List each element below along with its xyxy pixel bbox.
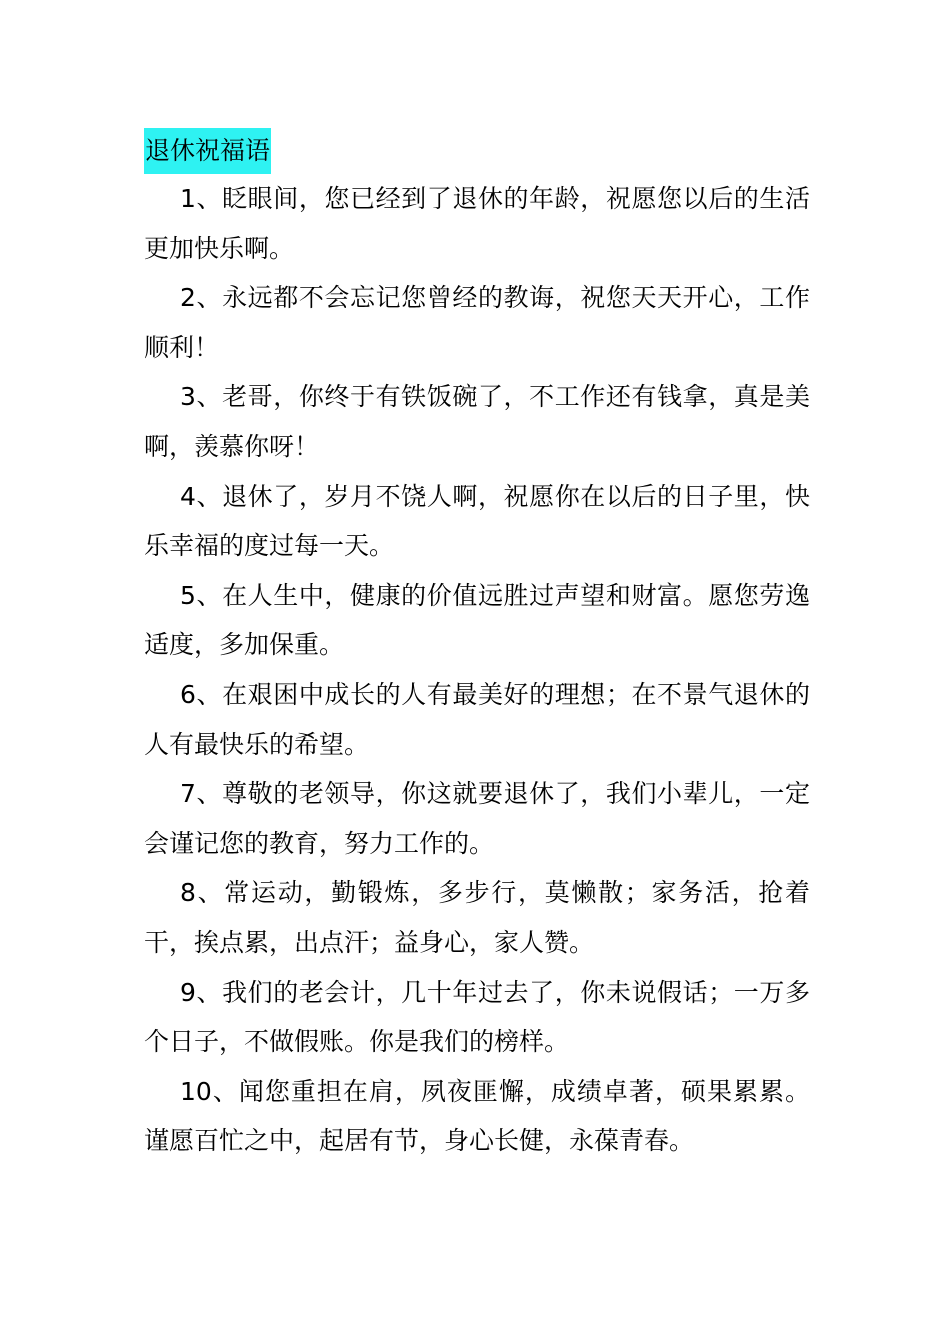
paragraph-4: 4、退休了，岁月不饶人啊，祝愿你在以后的日子里，快乐幸福的度过每一天。 — [144, 481, 810, 561]
paragraph-6: 6、在艰困中成长的人有最美好的理想；在不景气退休的人有最快乐的希望。 — [144, 679, 810, 759]
paragraph-3: 3、老哥，你终于有铁饭碗了，不工作还有钱拿，真是美啊，羡慕你呀！ — [144, 382, 810, 461]
paragraph-9: 9、我们的老会计，几十年过去了，你未说假话；一万多个日子，不做假账。你是我们的榜样。 — [144, 977, 810, 1057]
paragraph-5: 5、在人生中，健康的价值远胜过声望和财富。愿您劳逸适度，多加保重。 — [144, 580, 810, 660]
paragraph-1: 1、眨眼间，您已经到了退休的年龄，祝愿您以后的生活更加快乐啊。 — [144, 184, 810, 263]
paragraph-7: 7、尊敬的老领导，你这就要退休了，我们小辈儿，一定会谨记您的教育，努力工作的。 — [144, 779, 810, 858]
document-body — [144, 128, 810, 1166]
paragraph-8: 8、常运动，勤锻炼，多步行，莫懒散；家务活，抢着干，挨点累，出点汗；益身心，家人赞。 — [144, 878, 810, 957]
paragraph-10: 10、闻您重担在肩，夙夜匪懈，成绩卓著，硕果累累。谨愿百忙之中，起居有节，身心长健，永葆青春。 — [144, 1076, 810, 1156]
document-title: 退休祝福语 — [144, 128, 271, 174]
paragraph-2: 2、永远都不会忘记您曾经的教诲，祝您天天开心，工作顺利！ — [144, 283, 810, 362]
